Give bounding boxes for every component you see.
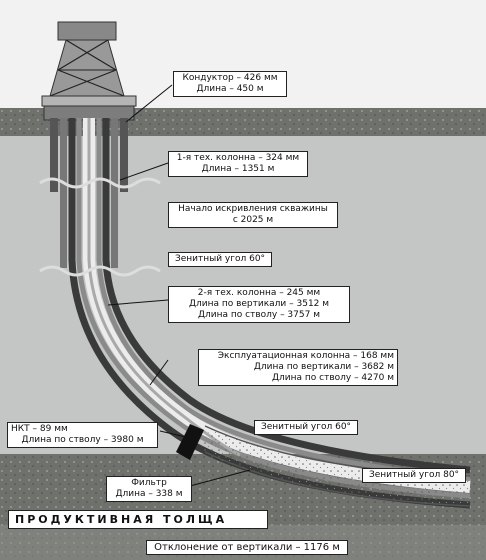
- label-tech-column-2: 2-я тех. колонна – 245 мм Длина по вертикали – 3512 м Длина по стволу – 3757 м: [168, 286, 350, 323]
- label-filter: Фильтр Длина – 338 м: [106, 476, 192, 502]
- label-tubing: НКТ – 89 мм Длина по стволу – 3980 м: [7, 422, 158, 448]
- label-kickoff: Начало искривления скважины с 2025 м: [168, 202, 338, 228]
- label-conductor: Кондуктор – 426 мм Длина – 450 м: [173, 71, 287, 97]
- label-zenith-80: Зенитный угол 80°: [362, 468, 466, 483]
- label-production-column: Эксплуатационная колонна – 168 мм Длина по вертикали – 3682 м Длина по стволу – 4270 м: [198, 349, 398, 386]
- label-productive-layer: ПРОДУКТИВНАЯ ТОЛЩА: [8, 510, 268, 529]
- label-zenith-60-bottom: Зенитный угол 60°: [254, 420, 358, 435]
- label-zenith-60-top: Зенитный угол 60°: [168, 252, 272, 267]
- label-tech-column-1: 1-я тех. колонна – 324 мм Длина – 1351 м: [168, 151, 308, 177]
- label-deviation: Отклонение от вертикали – 1176 м: [146, 540, 348, 555]
